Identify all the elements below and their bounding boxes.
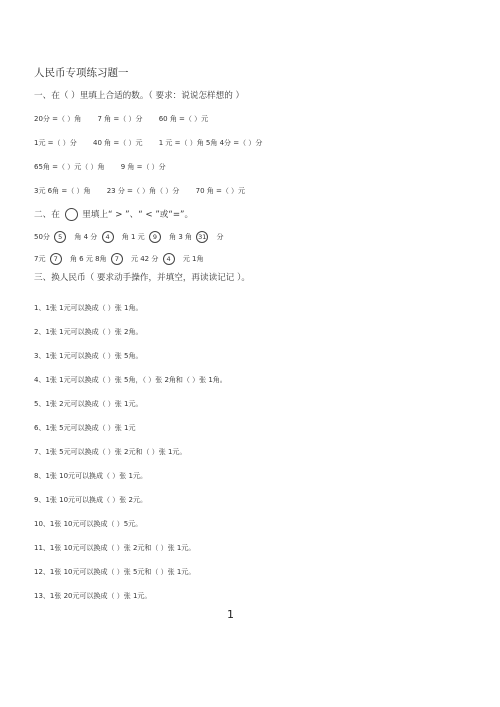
s2-r2-text-3: 元 42 分 [131, 255, 159, 263]
s2-r1-circle-3: 9 [149, 231, 161, 243]
s1-row-2 [34, 138, 262, 148]
s3-item-12: 12、1张 10元可以换成（ ）张 5元和（ ）张 1元。 [34, 568, 196, 576]
s1-row-4-item-2: 23 分 =（ ）角（ ）分 [106, 187, 180, 195]
circle-icon [65, 208, 78, 221]
s2-r1-text-3: 角 1 元 [121, 233, 145, 241]
s2-r1-circle-4: 31 [198, 233, 207, 241]
s2-r1-text-4: 角 3 角 [169, 233, 193, 241]
s2-r2-text-1: 7元 [34, 255, 46, 263]
s1-row-3-item-1: 65角 =（ ）元（ ）角 [34, 163, 105, 171]
s2-r1-text-5: 分 [216, 233, 224, 241]
s1-row-2-item-2: 40 角 =（ ）元 [93, 139, 143, 147]
s1-row-1-item-2: 7 角 =（ ）分 [97, 115, 143, 123]
s2-r2-text-2: 角 6 元 8角 [69, 255, 107, 263]
s2-r2-circle-1: 7 [50, 253, 62, 265]
page-number: 1 [227, 608, 234, 621]
s2-row-2 [34, 253, 204, 265]
s1-row-1 [34, 114, 208, 124]
s2-row-1 [34, 231, 224, 243]
s3-item-9: 9、1张 10元可以换成（ ）张 2元。 [34, 496, 147, 504]
s1-row-4-item-1: 3元 6角 =（ ）角 [34, 187, 91, 195]
s2-r2-circle-2: 7 [111, 253, 123, 265]
s3-item-8: 8、1张 10元可以换成（ ）张 1元。 [34, 472, 147, 480]
s1-row-1-item-1: 20分 =（ ）角 [34, 115, 82, 123]
section-2-heading-after: 里填上“ > ”、“ < ”或“=”。 [82, 209, 194, 220]
s2-r1-text-2: 角 4 分 [74, 233, 98, 241]
s2-r1-text-1: 50分 [34, 233, 50, 241]
s3-item-13: 13、1张 20元可以换成（ ）张 1元。 [34, 592, 152, 600]
page-title: 人民币专项练习题一 [34, 67, 129, 79]
s2-r2-circle-3: 4 [163, 253, 175, 265]
s3-item-5: 5、1张 2元可以换成（ ）张 1元。 [34, 400, 143, 408]
s1-row-3-item-2: 9 角 =（ ）分 [120, 163, 166, 171]
s2-r2-text-4: 元 1角 [182, 255, 204, 263]
s2-r1-circle-1: 5 [54, 231, 66, 243]
section-3-heading: 三、换人民币（ 要求动手操作，并填空，再读读记记 ）。 [34, 273, 251, 283]
s1-row-2-item-1: 1元 =（ ）分 [34, 139, 77, 147]
section-2-heading [34, 208, 193, 221]
s1-row-3 [34, 162, 166, 172]
s2-r1-circle-2: 4 [102, 231, 114, 243]
s3-item-6: 6、1张 5元可以换成（ ）张 1元 [34, 424, 136, 432]
s3-item-11: 11、1张 10元可以换成（ ）张 2元和（ ）张 1元。 [34, 544, 196, 552]
section-2-heading-before: 二、在 [34, 209, 60, 220]
s3-item-7: 7、1张 5元可以换成（ ）张 2元和（ ）张 1元。 [34, 448, 187, 456]
section-1-heading: 一、在（ ）里填上合适的数。（ 要求：说说怎样想的 ） [34, 91, 245, 101]
s1-row-2-item-3: 1 元 =（ ）角 5角 4分 =（ ）分 [158, 139, 263, 147]
s3-item-4: 4、1张 1元可以换成（ ）张 5角，（ ）张 2角和（ ）张 1角。 [34, 376, 227, 384]
s3-item-2: 2、1张 1元可以换成（ ）张 2角。 [34, 328, 143, 336]
s3-item-10: 10、1张 10元可以换成（ ）5元。 [34, 520, 143, 528]
s1-row-4 [34, 186, 245, 196]
s3-item-1: 1、1张 1元可以换成（ ）张 1角。 [34, 304, 143, 312]
s3-item-3: 3、1张 1元可以换成（ ）张 5角。 [34, 352, 143, 360]
s1-row-1-item-3: 60 角 =（ ）元 [158, 115, 209, 123]
s1-row-4-item-3: 70 角 =（ ）元 [195, 187, 246, 195]
